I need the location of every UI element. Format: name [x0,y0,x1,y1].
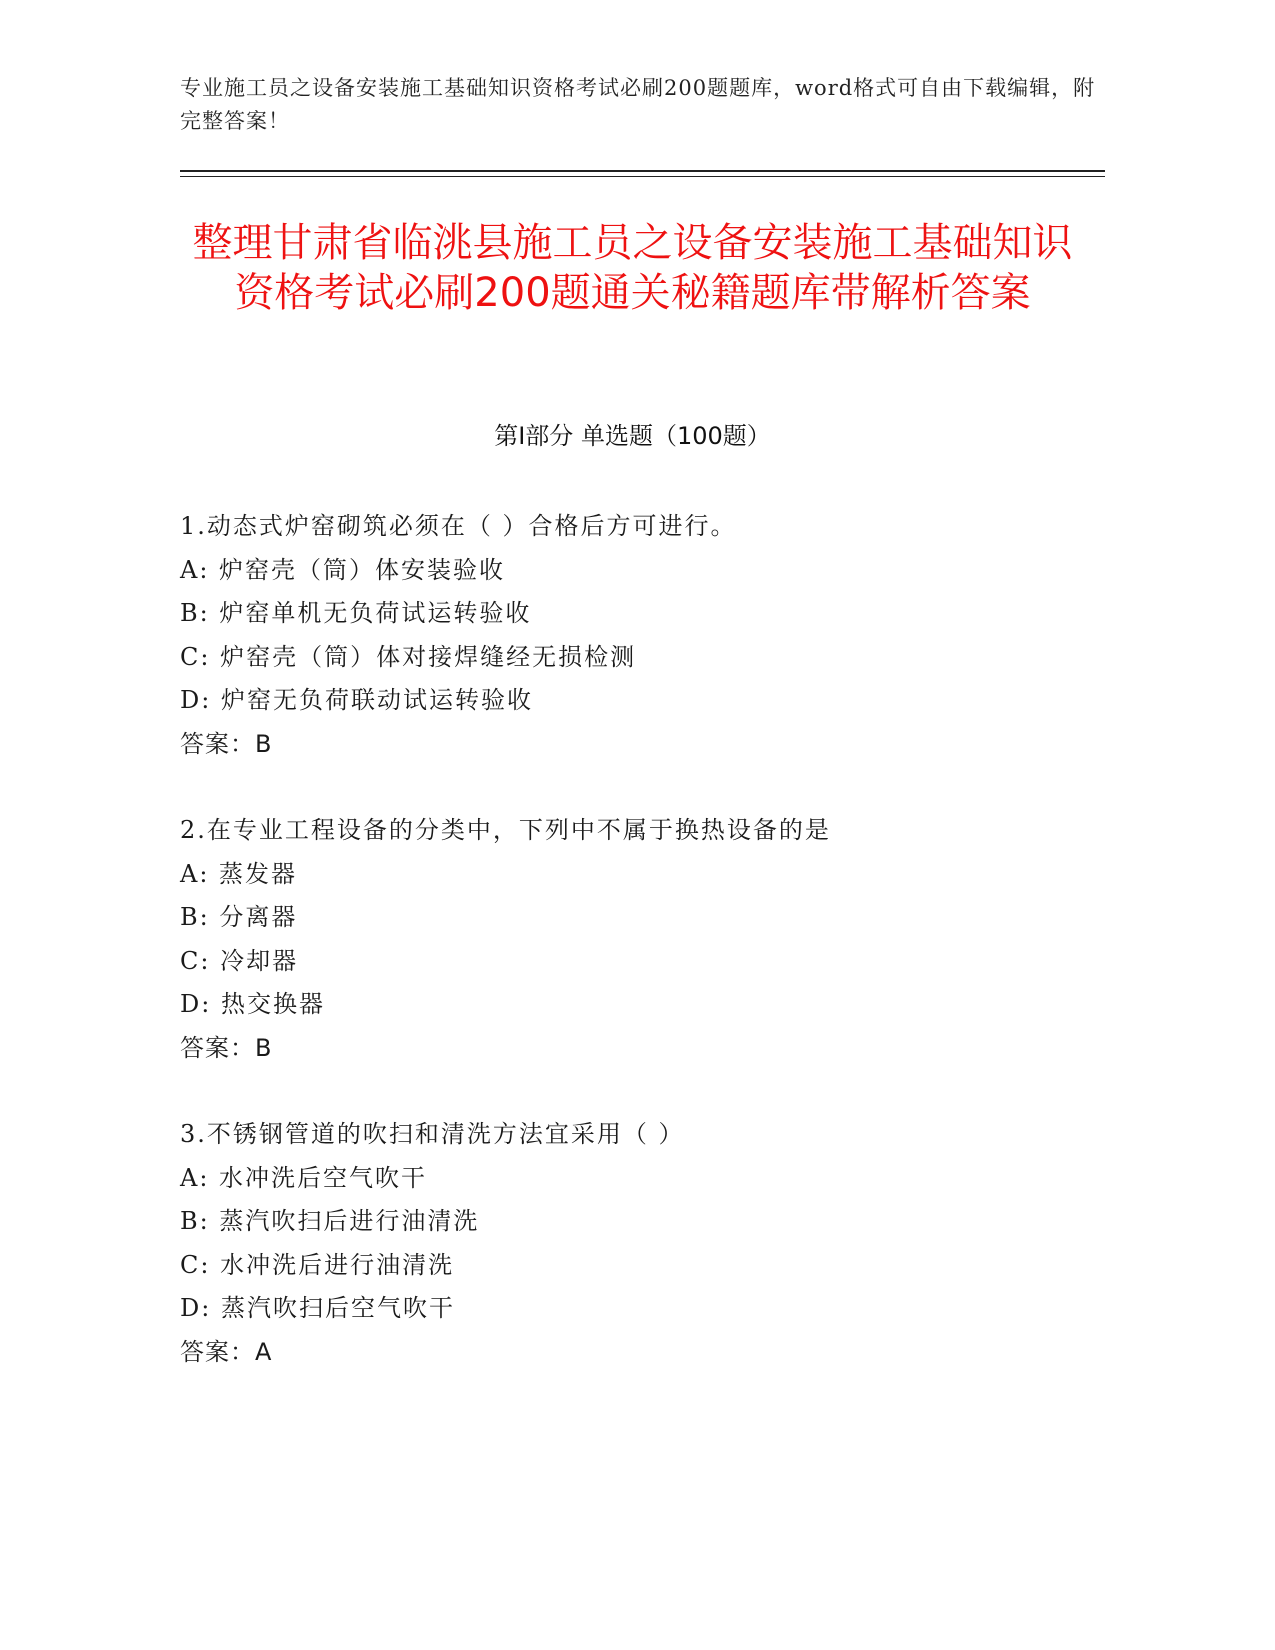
answer-line: 答案：B [180,1033,273,1062]
answer-line: 答案：B [180,729,273,758]
question-list [180,505,1100,1417]
question-stem: 2.在专业工程设备的分类中，下列中不属于换热设备的是 [180,816,831,844]
question-3 [180,1113,1100,1374]
option-d: D: 热交换器 [180,990,325,1018]
header-divider-thick [180,170,1105,172]
question-stem: 3.不锈钢管道的吹扫和清洗方法宜采用（ ） [180,1120,685,1148]
option-c: C: 水冲洗后进行油清洗 [180,1250,455,1279]
question-1 [180,505,1100,766]
header-note: 专业施工员之设备安装施工基础知识资格考试必刷200题题库，word格式可自由下载编辑，附完整答案！ [180,76,1096,133]
option-c: C: 冷却器 [180,946,299,975]
question-2 [180,809,1100,1070]
option-b: B: 炉窑单机无负荷试运转验收 [180,599,532,627]
option-d: D: 炉窑无负荷联动试运转验收 [180,686,533,714]
option-c: C: 炉窑壳（筒）体对接焊缝经无损检测 [180,642,637,671]
option-b: B: 分离器 [180,903,298,931]
question-stem: 1.动态式炉窑砌筑必须在（ ）合格后方可进行。 [180,512,737,540]
document-title: 整理甘肃省临洮县施工员之设备安装施工基础知识资格考试必刷200题通关秘籍题库带解析答案 [192,220,1073,316]
answer-line: 答案：A [180,1337,273,1366]
option-a: A: 炉窑壳（筒）体安装验收 [180,555,506,584]
option-d: D: 蒸汽吹扫后空气吹干 [180,1294,455,1322]
section-title: 第Ⅰ部分 单选题（100题） [494,422,771,450]
option-a: A: 蒸发器 [180,859,298,888]
option-a: A: 水冲洗后空气吹干 [180,1163,428,1192]
header-divider-thin [180,176,1105,177]
option-b: B: 蒸汽吹扫后进行油清洗 [180,1207,480,1235]
